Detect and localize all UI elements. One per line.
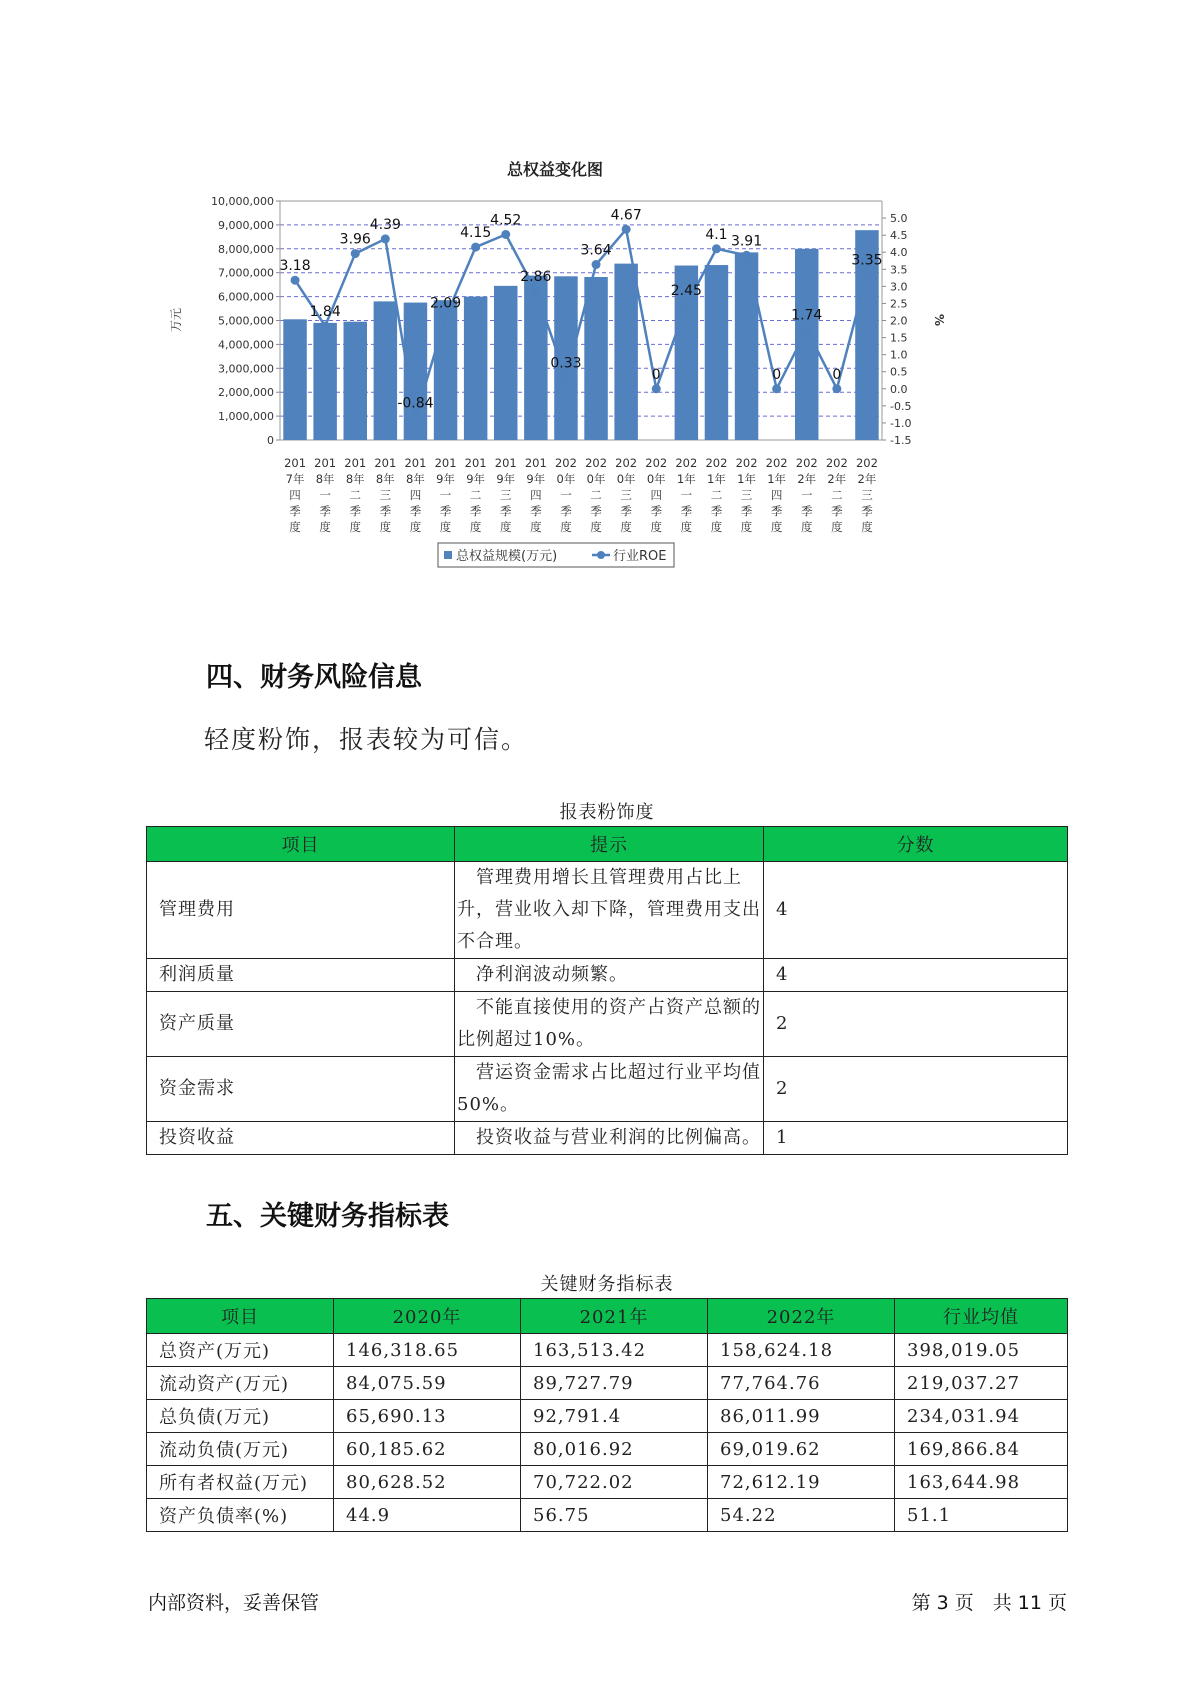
category-label: 一	[439, 488, 452, 502]
right-tick-label: -1.5	[890, 434, 912, 447]
kpi-table-row	[147, 1400, 1068, 1433]
kpi-item-cell: 流动资产(万元)	[147, 1367, 334, 1400]
risk-score-cell: 2	[764, 1057, 1068, 1122]
right-tick-label: 4.0	[890, 246, 908, 260]
kpi-industry-cell: 169,866.84	[895, 1433, 1068, 1466]
risk-tip-cell: 营运资金需求占比超过行业平均值50%。	[455, 1057, 764, 1122]
category-label: 201	[374, 456, 397, 470]
category-label: 三	[620, 488, 632, 502]
risk-table-row	[147, 992, 1068, 1057]
kpi-item-cell: 总负债(万元)	[147, 1400, 334, 1433]
equity-bar	[464, 297, 487, 440]
risk-tip-cell: 管理费用增长且管理费用占比上升，营业收入却下降，管理费用支出不合理。	[455, 862, 764, 959]
kpi-table-row	[147, 1334, 1068, 1367]
kpi-industry-cell: 219,037.27	[895, 1367, 1068, 1400]
left-tick-label: 7,000,000	[218, 266, 274, 280]
roe-data-label: 0.33	[550, 355, 582, 372]
right-tick-label: 1.5	[890, 331, 908, 345]
left-tick-label: 4,000,000	[218, 338, 274, 352]
category-label: 202	[825, 456, 848, 470]
kpi-header-2022: 2022年	[708, 1299, 895, 1334]
right-tick-label: 3.5	[890, 263, 908, 277]
category-label: 四	[770, 488, 783, 502]
equity-bar	[344, 322, 367, 440]
roe-data-label: 3.91	[730, 233, 763, 250]
roe-point	[742, 251, 751, 260]
roe-point	[351, 249, 360, 258]
equity-bar	[524, 276, 547, 440]
category-label: 2年	[857, 472, 877, 486]
category-label: 一	[319, 488, 331, 502]
category-label: 9年	[526, 472, 546, 486]
category-label: 度	[710, 520, 723, 534]
risk-table	[146, 826, 1068, 1155]
equity-bar	[584, 277, 607, 440]
equity-bar	[705, 265, 728, 440]
category-label: 季	[740, 504, 753, 518]
category-label: 季	[289, 504, 301, 518]
left-tick-label: 9,000,000	[218, 218, 274, 232]
kpi-item-cell: 总资产(万元)	[147, 1334, 334, 1367]
right-axis-label: %	[932, 313, 946, 327]
risk-item-cell: 投资收益	[147, 1122, 455, 1155]
kpi-industry-cell: 398,019.05	[895, 1334, 1068, 1367]
roe-data-label: 4.52	[490, 212, 522, 229]
equity-chart-svg	[160, 160, 1030, 630]
left-tick-label: 6,000,000	[218, 290, 274, 304]
risk-score-cell: 2	[764, 992, 1068, 1057]
right-tick-label: 5.0	[890, 212, 908, 226]
category-label: 2年	[797, 472, 817, 486]
risk-table-row	[147, 959, 1068, 992]
category-label: 季	[801, 504, 813, 518]
risk-table-row	[147, 1122, 1068, 1155]
category-label: 季	[379, 504, 392, 518]
roe-data-label: 4.39	[369, 216, 401, 233]
right-tick-label: 0.5	[890, 365, 908, 379]
kpi-industry-cell: 234,031.94	[895, 1400, 1068, 1433]
kpi-item-cell: 所有者权益(万元)	[147, 1466, 334, 1499]
category-label: 季	[680, 504, 693, 518]
category-label: 度	[740, 520, 753, 534]
category-label: 二	[590, 488, 602, 502]
category-label: 202	[675, 456, 698, 470]
right-tick-label: 2.0	[890, 314, 908, 328]
kpi-2020-cell: 146,318.65	[334, 1334, 521, 1367]
roe-point	[682, 301, 691, 310]
category-label: 1年	[737, 472, 756, 486]
roe-point	[501, 230, 510, 239]
right-tick-label: 3.0	[890, 280, 908, 294]
kpi-2021-cell: 80,016.92	[521, 1433, 708, 1466]
kpi-2021-cell: 163,513.42	[521, 1334, 708, 1367]
roe-data-label: 1.74	[791, 307, 823, 324]
category-label: 季	[590, 504, 602, 518]
kpi-table-row	[147, 1499, 1068, 1532]
category-label: 度	[680, 520, 693, 534]
legend-line-marker	[597, 551, 605, 559]
right-tick-label: -1.0	[890, 416, 912, 430]
category-label: 7年	[285, 472, 305, 486]
risk-tip-cell: 不能直接使用的资产占资产总额的比例超过10%。	[455, 992, 764, 1057]
category-label: 季	[831, 504, 843, 518]
category-label: 季	[861, 504, 873, 518]
category-label: 度	[289, 520, 301, 534]
right-tick-label: 2.5	[890, 297, 908, 311]
category-label: 二	[831, 488, 843, 502]
category-label: 0年	[616, 472, 636, 486]
risk-header-score: 分数	[764, 827, 1068, 862]
category-label: 季	[409, 504, 422, 518]
category-label: 201	[314, 456, 337, 470]
category-label: 度	[650, 520, 662, 534]
category-label: 202	[615, 456, 638, 470]
category-label: 三	[500, 488, 512, 502]
risk-tip-cell: 投资收益与营业利润的比例偏高。	[455, 1122, 764, 1155]
category-label: 一	[801, 488, 813, 502]
category-label: 四	[530, 488, 542, 502]
risk-tip-cell: 净利润波动频繁。	[455, 959, 764, 992]
category-label: 202	[765, 456, 788, 470]
kpi-2020-cell: 60,185.62	[334, 1433, 521, 1466]
legend-bar-swatch	[444, 551, 452, 559]
kpi-2020-cell: 44.9	[334, 1499, 521, 1532]
category-label: 度	[349, 520, 361, 534]
kpi-industry-cell: 51.1	[895, 1499, 1068, 1532]
kpi-2020-cell: 65,690.13	[334, 1400, 521, 1433]
equity-chart	[160, 160, 1030, 630]
category-label: 季	[530, 504, 542, 518]
risk-item-cell: 资产质量	[147, 992, 455, 1057]
category-label: 四	[409, 488, 422, 502]
category-label: 度	[500, 520, 512, 534]
kpi-table-row	[147, 1466, 1068, 1499]
kpi-industry-cell: 163,644.98	[895, 1466, 1068, 1499]
kpi-header-2021: 2021年	[521, 1299, 708, 1334]
equity-bar	[735, 252, 758, 440]
roe-data-label: 2.86	[520, 269, 552, 286]
equity-bar	[374, 301, 397, 440]
category-label: 季	[560, 504, 572, 518]
roe-point	[772, 384, 781, 393]
category-label: 202	[554, 456, 577, 470]
category-label: 8年	[345, 472, 365, 486]
category-label: 一	[560, 488, 572, 502]
kpi-2022-cell: 72,612.19	[708, 1466, 895, 1499]
kpi-table-caption: 关键财务指标表	[540, 1274, 674, 1295]
category-label: 季	[770, 504, 783, 518]
legend-bar-label: 总权益规模(万元)	[456, 549, 558, 564]
category-label: 度	[530, 520, 542, 534]
category-label: 202	[705, 456, 728, 470]
category-label: 四	[650, 488, 662, 502]
roe-data-label: 3.18	[279, 258, 311, 275]
roe-data-label: 3.96	[339, 231, 371, 248]
category-label: 9年	[496, 472, 516, 486]
roe-data-label: 2.09	[429, 295, 462, 312]
category-label: 度	[439, 520, 452, 534]
roe-data-label: 4.15	[460, 225, 492, 242]
roe-point	[802, 325, 811, 334]
category-label: 季	[500, 504, 512, 518]
equity-bar	[313, 323, 336, 440]
category-label: 度	[801, 520, 813, 534]
category-label: 度	[319, 520, 331, 534]
kpi-2021-cell: 92,791.4	[521, 1400, 708, 1433]
kpi-table	[146, 1298, 1068, 1532]
category-label: 二	[710, 488, 723, 502]
left-tick-label: 0	[267, 434, 274, 447]
category-label: 度	[560, 520, 572, 534]
category-label: 202	[795, 456, 818, 470]
kpi-2022-cell: 158,624.18	[708, 1334, 895, 1367]
category-label: 0年	[646, 472, 666, 486]
kpi-item-cell: 流动负债(万元)	[147, 1433, 334, 1466]
category-label: 2年	[827, 472, 847, 486]
risk-header-tip: 提示	[455, 827, 764, 862]
category-label: 201	[464, 456, 487, 470]
category-label: 度	[379, 520, 392, 534]
roe-point	[862, 270, 871, 279]
category-label: 二	[349, 488, 361, 502]
category-label: 1年	[707, 472, 726, 486]
right-tick-label: 1.0	[890, 348, 908, 362]
category-label: 202	[645, 456, 668, 470]
category-label: 季	[710, 504, 723, 518]
chart-title: 总权益变化图	[506, 160, 604, 179]
risk-table-header-row	[147, 827, 1068, 862]
kpi-table-header-row	[147, 1299, 1068, 1334]
risk-item-cell: 管理费用	[147, 862, 455, 959]
equity-bar	[283, 319, 306, 440]
left-tick-label: 5,000,000	[218, 314, 274, 328]
roe-data-label: 4.1	[705, 226, 728, 243]
roe-data-label: 3.35	[851, 252, 883, 269]
roe-point	[291, 276, 300, 285]
roe-data-label: 0	[772, 366, 782, 383]
roe-data-label: -0.84	[397, 395, 434, 412]
category-label: 三	[861, 488, 873, 502]
roe-point	[471, 243, 480, 252]
category-label: 季	[349, 504, 361, 518]
category-label: 度	[469, 520, 482, 534]
risk-item-cell: 资金需求	[147, 1057, 455, 1122]
left-tick-label: 8,000,000	[218, 242, 274, 256]
kpi-2022-cell: 77,764.76	[708, 1367, 895, 1400]
category-label: 201	[344, 456, 367, 470]
category-label: 度	[770, 520, 783, 534]
roe-point	[411, 413, 420, 422]
roe-point	[622, 225, 631, 234]
right-tick-label: 4.5	[890, 229, 908, 243]
footer-note: 内部资料，妥善保管	[148, 1592, 320, 1614]
kpi-2022-cell: 86,011.99	[708, 1400, 895, 1433]
kpi-header-2020: 2020年	[334, 1299, 521, 1334]
category-label: 季	[319, 504, 331, 518]
roe-data-label: 0	[651, 366, 661, 383]
roe-point	[832, 384, 841, 393]
right-tick-label: -0.5	[890, 399, 912, 413]
risk-header-item: 项目	[147, 827, 455, 862]
risk-table-row	[147, 862, 1068, 959]
roe-data-label: 3.64	[580, 242, 612, 259]
risk-table-caption: 报表粉饰度	[559, 802, 655, 823]
category-label: 201	[434, 456, 457, 470]
left-tick-label: 10,000,000	[211, 195, 274, 208]
roe-data-label: 1.84	[309, 303, 341, 320]
risk-table-row	[147, 1057, 1068, 1122]
category-label: 9年	[466, 472, 486, 486]
category-label: 度	[861, 520, 873, 534]
category-label: 季	[439, 504, 452, 518]
left-tick-label: 3,000,000	[218, 362, 274, 376]
risk-score-cell: 4	[764, 862, 1068, 959]
kpi-2022-cell: 69,019.62	[708, 1433, 895, 1466]
roe-data-label: 4.67	[610, 207, 642, 224]
category-label: 度	[620, 520, 632, 534]
left-axis-label: 万元	[169, 307, 183, 333]
roe-point	[652, 384, 661, 393]
category-label: 度	[590, 520, 602, 534]
category-label: 一	[680, 488, 693, 502]
risk-item-cell: 利润质量	[147, 959, 455, 992]
category-label: 0年	[556, 472, 576, 486]
risk-score-cell: 4	[764, 959, 1068, 992]
category-label: 8年	[315, 472, 335, 486]
kpi-2021-cell: 70,722.02	[521, 1466, 708, 1499]
kpi-section-heading: 五、关键财务指标表	[206, 1201, 449, 1232]
risk-section-heading: 四、财务风险信息	[206, 662, 422, 693]
category-label: 201	[494, 456, 517, 470]
category-label: 四	[289, 488, 301, 502]
equity-bar	[494, 286, 517, 440]
category-label: 0年	[586, 472, 606, 486]
kpi-2021-cell: 56.75	[521, 1499, 708, 1532]
category-label: 8年	[375, 472, 395, 486]
category-label: 1年	[767, 472, 787, 486]
risk-summary: 轻度粉饰，报表较为可信。	[204, 725, 529, 754]
roe-data-label: 2.45	[670, 283, 702, 300]
roe-point	[441, 313, 450, 322]
kpi-item-cell: 资产负债率(%)	[147, 1499, 334, 1532]
kpi-header-industry: 行业均值	[895, 1299, 1068, 1334]
category-label: 1年	[676, 472, 696, 486]
category-label: 201	[404, 456, 427, 470]
category-label: 8年	[406, 472, 425, 486]
roe-point	[381, 234, 390, 243]
kpi-2020-cell: 80,628.52	[334, 1466, 521, 1499]
category-label: 季	[469, 504, 482, 518]
roe-point	[321, 321, 330, 330]
category-label: 二	[469, 488, 482, 502]
category-label: 度	[409, 520, 422, 534]
category-label: 201	[284, 456, 307, 470]
left-tick-label: 1,000,000	[218, 410, 274, 424]
risk-score-cell: 1	[764, 1122, 1068, 1155]
category-label: 季	[620, 504, 632, 518]
kpi-2021-cell: 89,727.79	[521, 1367, 708, 1400]
category-label: 三	[379, 488, 392, 502]
category-label: 季	[650, 504, 662, 518]
kpi-header-item: 项目	[147, 1299, 334, 1334]
right-tick-label: 0.0	[890, 382, 908, 396]
category-label: 202	[735, 456, 758, 470]
kpi-table-row	[147, 1367, 1068, 1400]
category-label: 三	[740, 488, 753, 502]
roe-point	[712, 244, 721, 253]
kpi-2020-cell: 84,075.59	[334, 1367, 521, 1400]
roe-point	[561, 373, 570, 382]
kpi-table-row	[147, 1433, 1068, 1466]
category-label: 202	[855, 456, 878, 470]
category-label: 9年	[436, 472, 455, 486]
page-number: 第 3 页 共 11 页	[911, 1592, 1067, 1614]
roe-point	[592, 260, 601, 269]
roe-data-label: 0	[832, 366, 842, 383]
category-label: 度	[831, 520, 843, 534]
legend-line-label: 行业ROE	[613, 549, 667, 564]
kpi-2022-cell: 54.22	[708, 1499, 895, 1532]
equity-bar	[614, 264, 637, 440]
left-tick-label: 2,000,000	[218, 386, 274, 400]
roe-point	[531, 287, 540, 296]
category-label: 201	[524, 456, 547, 470]
category-label: 202	[585, 456, 608, 470]
